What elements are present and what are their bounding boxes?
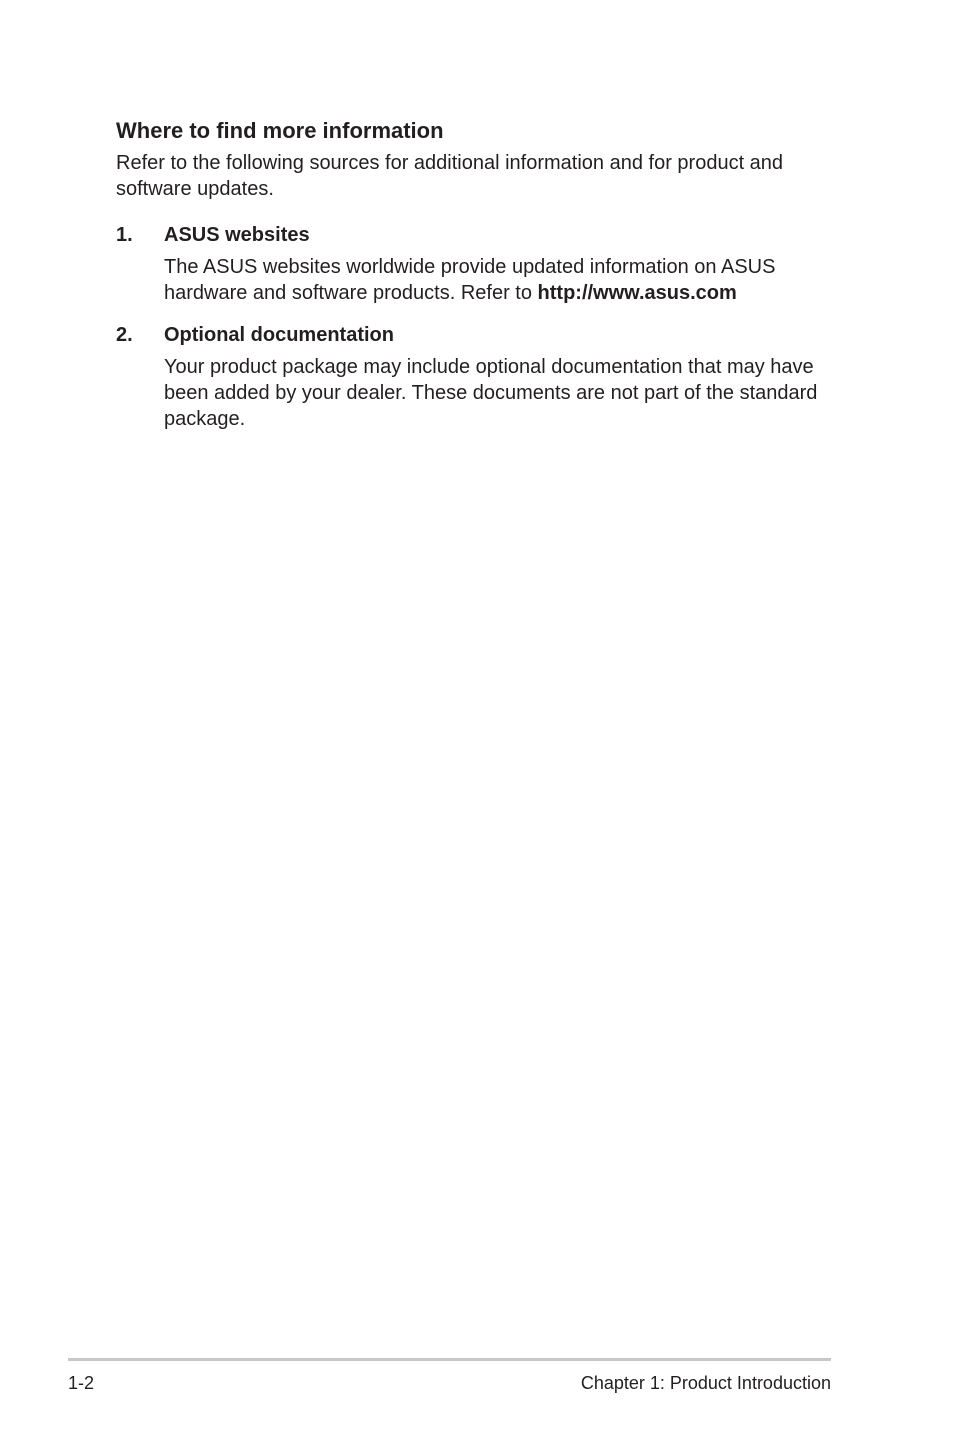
footer-divider (68, 1358, 831, 1361)
list-item-body-text: Your product package may include optional documentation that may have been added by your dealer. These documents are not part of the standard package. (164, 356, 818, 430)
list-item-body-text: The ASUS websites worldwide provide updated information on ASUS hardware and software products. Refer to (164, 256, 776, 304)
list-item-heading: ASUS websites (164, 224, 310, 246)
list-item-body (164, 254, 836, 306)
list-item-number: 2. (116, 324, 133, 346)
list-item-heading: Optional documentation (164, 324, 394, 346)
footer-chapter-title: Chapter 1: Product Introduction (580, 1373, 831, 1393)
list-item-header (116, 222, 836, 248)
intro-paragraph: Refer to the following sources for additional information and for product and software updates. (116, 152, 784, 200)
list-item-body (164, 354, 836, 432)
list-item-asus-websites (116, 222, 836, 306)
page-content (116, 116, 836, 448)
footer-page-number: 1-2 (68, 1373, 95, 1393)
list-item-optional-documentation (116, 322, 836, 432)
asus-website-link[interactable]: http://www.asus.com (537, 282, 737, 304)
section-title: Where to find more information (116, 118, 444, 143)
list-item-header (116, 322, 836, 348)
list-item-number: 1. (116, 224, 133, 246)
